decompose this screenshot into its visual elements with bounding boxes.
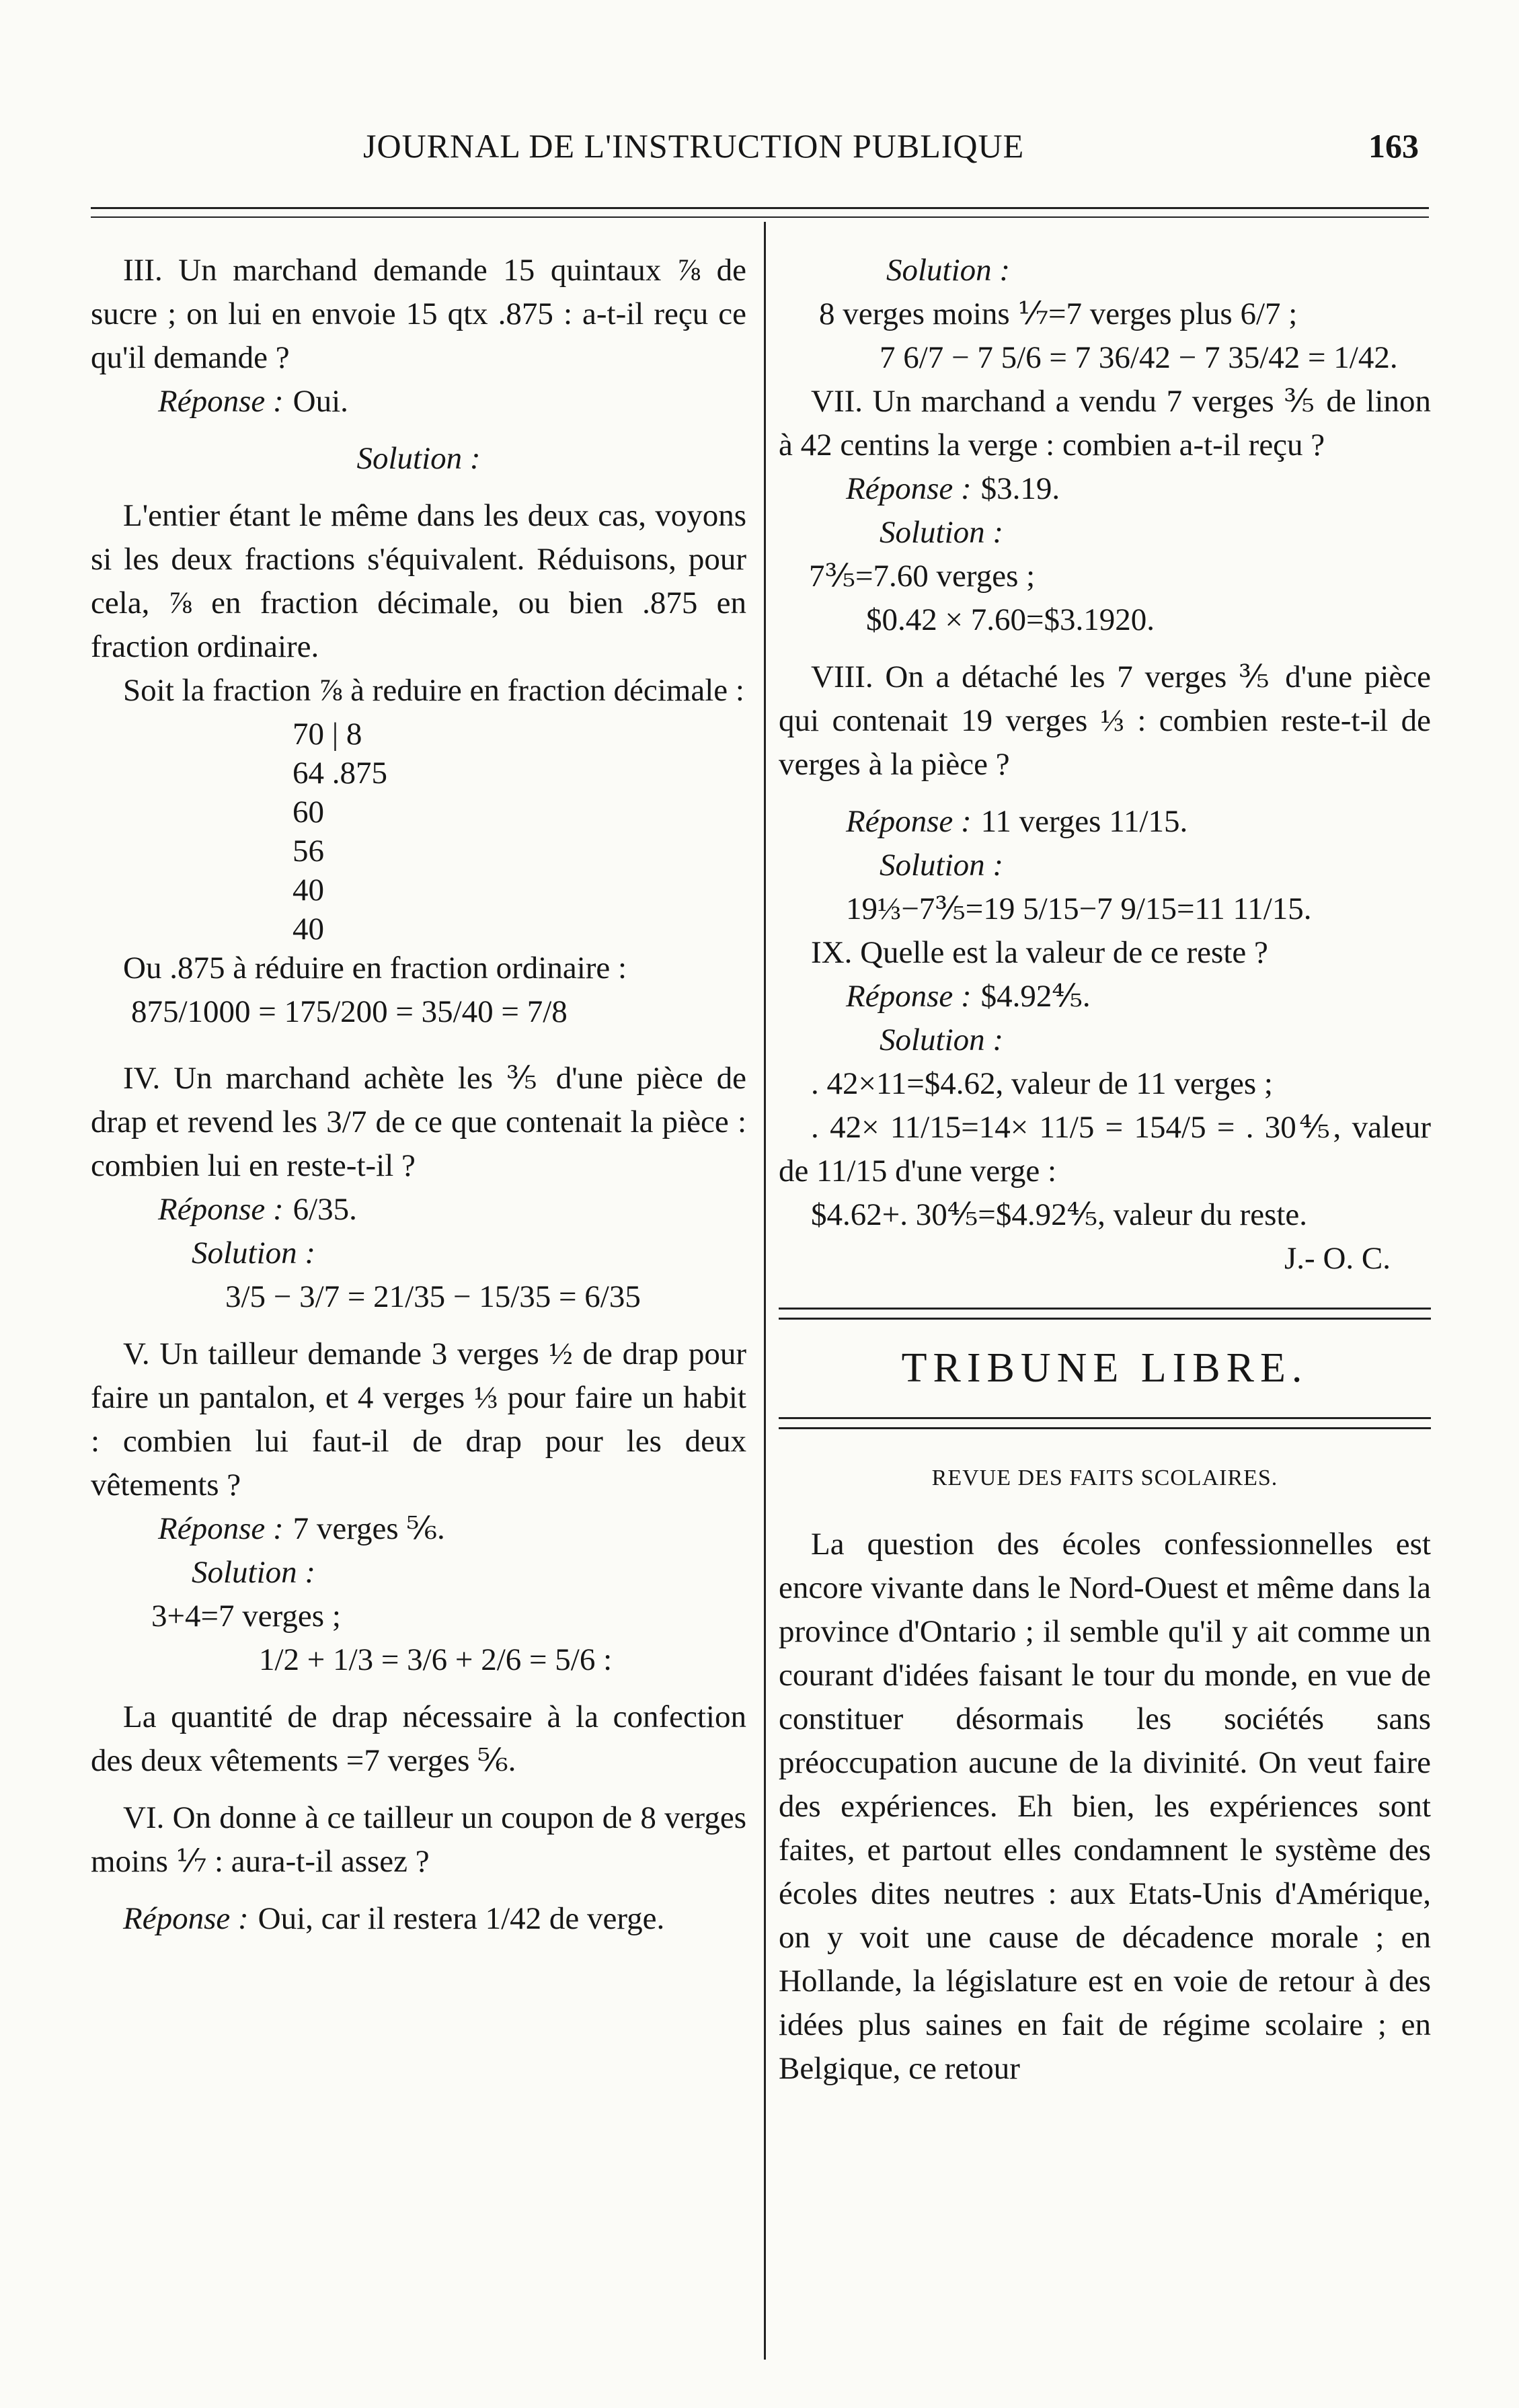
problem-vii-answer: [779, 467, 1431, 511]
problem-vi-equation-1: 8 verges moins ⅐=7 verges plus 6/7 ;: [819, 296, 1298, 331]
problem-iii-text-3: Ou .875 à réduire en fraction ordinaire :: [123, 951, 627, 986]
section-rules-top: [779, 1308, 1431, 1320]
answer-value: Oui, car il restera 1/42 de verge.: [258, 1901, 665, 1936]
long-division-line: 60: [293, 795, 324, 830]
problem-iv-equation: 3/5 − 3/7 = 21/35 − 15/35 = 6/35: [225, 1279, 641, 1314]
right-column: [779, 249, 1431, 2091]
page-header: [0, 124, 1519, 178]
problem-iii-text-2: Soit la fraction ⅞ à reduire en fraction décimale :: [123, 673, 744, 708]
problem-v-answer: [91, 1507, 746, 1551]
answer-value: $4.92⅘.: [980, 979, 1091, 1014]
tribune-body-text: La question des écoles confessionnelles est encore vivante dans le Nord-Ouest et même dans la province d'Ontario ; il semble qu'il y ait comme un courant d'idées faisant le tour du monde, en vue de constituer désormais les sociétés sans préoccupation aucune de la divinité. On veut faire des expériences. Eh bien, les expériences sont faites, et partout elles condamnent le système des écoles dites neutres : aux Etats-Unis d'Amérique, on y voit une cause de décadence morale ; en Hollande, la législature est en voie de retour à des idées plus saines en fait de régime scolaire ; en Belgique, ce retour: [779, 1527, 1431, 2086]
answer-label: Réponse :: [846, 804, 972, 839]
problem-viii-answer: [779, 800, 1431, 844]
long-division-line: 40: [293, 912, 324, 947]
problem-viii-solution-label: Solution :: [880, 848, 1004, 883]
answer-value: $3.19.: [980, 471, 1060, 506]
answer-label: Réponse :: [158, 1511, 284, 1546]
problem-ix-solution-label: Solution :: [880, 1022, 1004, 1057]
long-division-line: 64 .875: [293, 756, 387, 791]
header-rule-top: [91, 207, 1429, 209]
problem-iv-answer: [91, 1188, 746, 1232]
problem-v-solution-label: Solution :: [192, 1555, 316, 1590]
problem-iii-answer: [91, 380, 746, 424]
answer-label: Réponse :: [123, 1901, 249, 1936]
problem-ix: IX. Quelle est la valeur de ce reste ?: [811, 935, 1268, 970]
problem-viii: VIII. On a détaché les 7 verges ⅗ d'une pièce qui contenait 19 verges ⅓ : combien reste-t-il de verges à la pièce ?: [779, 659, 1431, 782]
problem-vii-equation-2: $0.42 × 7.60=$3.1920.: [866, 602, 1155, 637]
long-division-line: 40: [293, 873, 324, 908]
problem-vii-equation-1: 7⅗=7.60 verges ;: [809, 559, 1036, 594]
problem-v: V. Un tailleur demande 3 verges ½ de drap pour faire un pantalon, et 4 verges ⅓ pour faire un habit : combien lui faut-il de drap pour les deux vêtements ?: [91, 1336, 746, 1502]
answer-value: 7 verges ⅚.: [293, 1511, 445, 1546]
running-title: JOURNAL DE L'INSTRUCTION PUBLIQUE: [363, 127, 1025, 165]
signature: J.- O. C.: [1284, 1241, 1391, 1276]
problem-v-equation-2: 1/2 + 1/3 = 3/6 + 2/6 = 5/6 :: [259, 1642, 613, 1677]
answer-value: 6/35.: [293, 1192, 357, 1227]
problem-vi: VI. On donne à ce tailleur un coupon de 8 verges moins ⅐ : aura-t-il assez ?: [91, 1800, 746, 1879]
problem-ix-equation-2: . 42× 11/15=14× 11/5 = 154/5 = . 30⅘, valeur de 11/15 d'une verge :: [779, 1110, 1431, 1189]
long-division: [91, 713, 746, 947]
problem-ix-equation-3: $4.62+. 30⅘=$4.92⅘, valeur du reste.: [811, 1197, 1308, 1232]
answer-value: Oui.: [293, 384, 348, 419]
problem-iii: III. Un marchand demande 15 quintaux ⅞ de sucre ; on lui en envoie 15 qtx .875 : a-t-il reçu ce qu'il demande ?: [91, 253, 746, 375]
long-division-line: 70 | 8: [293, 717, 362, 752]
answer-label: Réponse :: [158, 384, 284, 419]
problem-v-equation-1: 3+4=7 verges ;: [151, 1599, 341, 1634]
problem-vi-solution-label: Solution :: [886, 253, 1011, 288]
problem-vi-equation-2: 7 6/7 − 7 5/6 = 7 36/42 − 7 35/42 = 1/42.: [880, 340, 1398, 375]
problem-viii-equation: 19⅓−7⅗=19 5/15−7 9/15=11 11/15.: [846, 891, 1312, 926]
header-rule-bottom: [91, 216, 1429, 218]
section-rules-bottom: [779, 1417, 1431, 1429]
page-number: 163: [1368, 127, 1419, 165]
problem-ix-equation-1: . 42×11=$4.62, valeur de 11 verges ;: [811, 1066, 1273, 1101]
problem-iii-equation: 875/1000 = 175/200 = 35/40 = 7/8: [131, 994, 568, 1029]
problem-vii: VII. Un marchand a vendu 7 verges ⅗ de linon à 42 centins la verge : combien a-t-il reçu ?: [779, 384, 1431, 463]
answer-value: 11 verges 11/15.: [980, 804, 1188, 839]
problem-iv: IV. Un marchand achète les ⅗ d'une pièce de drap et revend les 3/7 de ce que contenait la pièce : combien lui en reste-t-il ?: [91, 1061, 746, 1183]
problem-iii-solution-label: Solution :: [356, 441, 481, 476]
problem-iii-text-1: L'entier étant le même dans les deux cas, voyons si les deux fractions s'équivalent. Réduisons, pour cela, ⅞ en fraction décimale, ou bien .875 en fraction ordinaire.: [91, 498, 746, 664]
column-divider: [764, 222, 766, 2360]
answer-label: Réponse :: [846, 979, 972, 1014]
problem-ix-answer: [779, 975, 1431, 1018]
section-title: TRIBUNE LIBRE.: [901, 1345, 1309, 1391]
subsection-title: REVUE DES FAITS SCOLAIRES.: [931, 1466, 1278, 1490]
problem-iv-solution-label: Solution :: [192, 1236, 316, 1271]
answer-label: Réponse :: [846, 471, 972, 506]
answer-label: Réponse :: [158, 1192, 284, 1227]
left-column: [91, 249, 746, 1941]
problem-vii-solution-label: Solution :: [880, 515, 1004, 550]
problem-vi-answer: [91, 1897, 746, 1941]
long-division-line: 56: [293, 834, 324, 869]
problem-v-text: La quantité de drap nécessaire à la confection des deux vêtements =7 verges ⅚.: [91, 1699, 746, 1778]
